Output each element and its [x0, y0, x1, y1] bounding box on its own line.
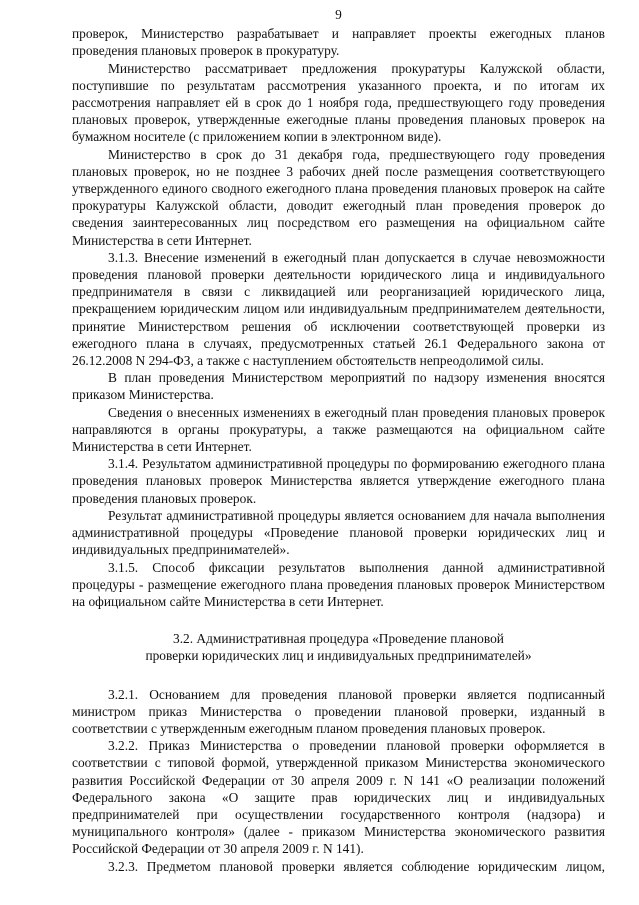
paragraph: 3.2.3. Предметом плановой проверки является соблюдение юридическим лицом, [108, 858, 605, 874]
body-text-bottom [72, 686, 605, 875]
paragraph: Сведения о внесенных изменениях в ежегодный план проведения плановых проверок направляются в органы прокуратуры, а также размещаются на официальном сайте Министерства в сети Интернет. [72, 404, 605, 455]
paragraph: В план проведения Министерством мероприятий по надзору изменения вносятся приказом Министерства. [72, 370, 605, 403]
section-heading [72, 630, 605, 664]
paragraph: 3.2.1. Основанием для проведения плановой проверки является подписанный министром приказ Министерства о проведении плановой проверки, изданный в соответствии с утвержденным ежегодным планом проведения плановых проверок. [72, 686, 605, 736]
paragraph: 3.2.2. Приказ Министерства о проведении плановой проверки оформляется в соответствии с типовой формой, утвержденной приказом Министерства экономического развития Российской Федерации от 30 апреля 2009 г. N 141 «О реализации положений Федерального закона «О защите прав юридических лиц и индивидуальных предпринимателей при осуществлении государственного контроля (надзора) и муниципального контроля» (далее - приказом Министерства экономического развития Российской Федерации от 30 апреля 2009 г. N 141). [72, 738, 605, 857]
page-number: 9 [335, 7, 342, 22]
paragraph: 3.1.4. Результатом административной процедуры по формированию ежегодного плана проведения плановых проверок Министерства является утверждение ежегодного плана проведения плановых проверок. [72, 456, 605, 506]
paragraph: 3.1.5. Способ фиксации результатов выполнения данной административной процедуры - размещение ежегодного плана проведения плановых проверок Министерством на официальном сайте Министерства в сети Интернет. [72, 559, 605, 609]
body-text-top [72, 25, 605, 610]
paragraph: Министерство рассматривает предложения прокуратуры Калужской области, поступившие по результатам рассмотрения указанного проекта, и по итогам их рассмотрения направляет ей в срок до 1 ноября года, предшествующего году проведения плановых проверок, утвержденные ежегодные планы проведения плановых проверок на бумажном носителе (с приложением копии в электронном виде). [72, 60, 605, 145]
paragraph: Результат административной процедуры является основанием для начала выполнения административной процедуры «Проведение плановой проверки юридических лиц и индивидуальных предпринимателей». [72, 507, 605, 558]
section-heading-line-2: проверки юридических лиц и индивидуальных предпринимателей» [145, 648, 532, 664]
paragraph: Министерство в срок до 31 декабря года, предшествующего году проведения плановых проверок, но не позднее 3 рабочих дней после размещения соответствующего утвержденного единого сводного ежегодного плана проведения плановых проверок на сайте прокуратуры Калужской области, доводит ежегодный план проведения проверок до сведения заинтересованных лиц посредством его размещения на официальном сайте Министерства в сети Интернет. [72, 146, 605, 248]
paragraph: 3.1.3. Внесение изменений в ежегодный план допускается в случае невозможности проведения плановой проверки деятельности юридического лица и индивидуального предпринимателя в связи с ликвидацией или реорганизацией юридического лица, прекращением юридическим лицом или индивидуальным предпринимателем деятельности, принятие Министерством решения об исключении соответствующей проверки из ежегодного плана в случаях, предусмотренных статьей 26.1 Федерального закона от 26.12.2008 N 294-ФЗ, а также с наступлением обстоятельств непреодолимой силы. [72, 249, 605, 369]
section-heading-line-1: 3.2. Административная процедура «Проведение плановой [173, 631, 504, 647]
paragraph: проверок, Министерство разрабатывает и направляет проекты ежегодных планов проведения плановых проверок в прокуратуру. [72, 26, 605, 59]
